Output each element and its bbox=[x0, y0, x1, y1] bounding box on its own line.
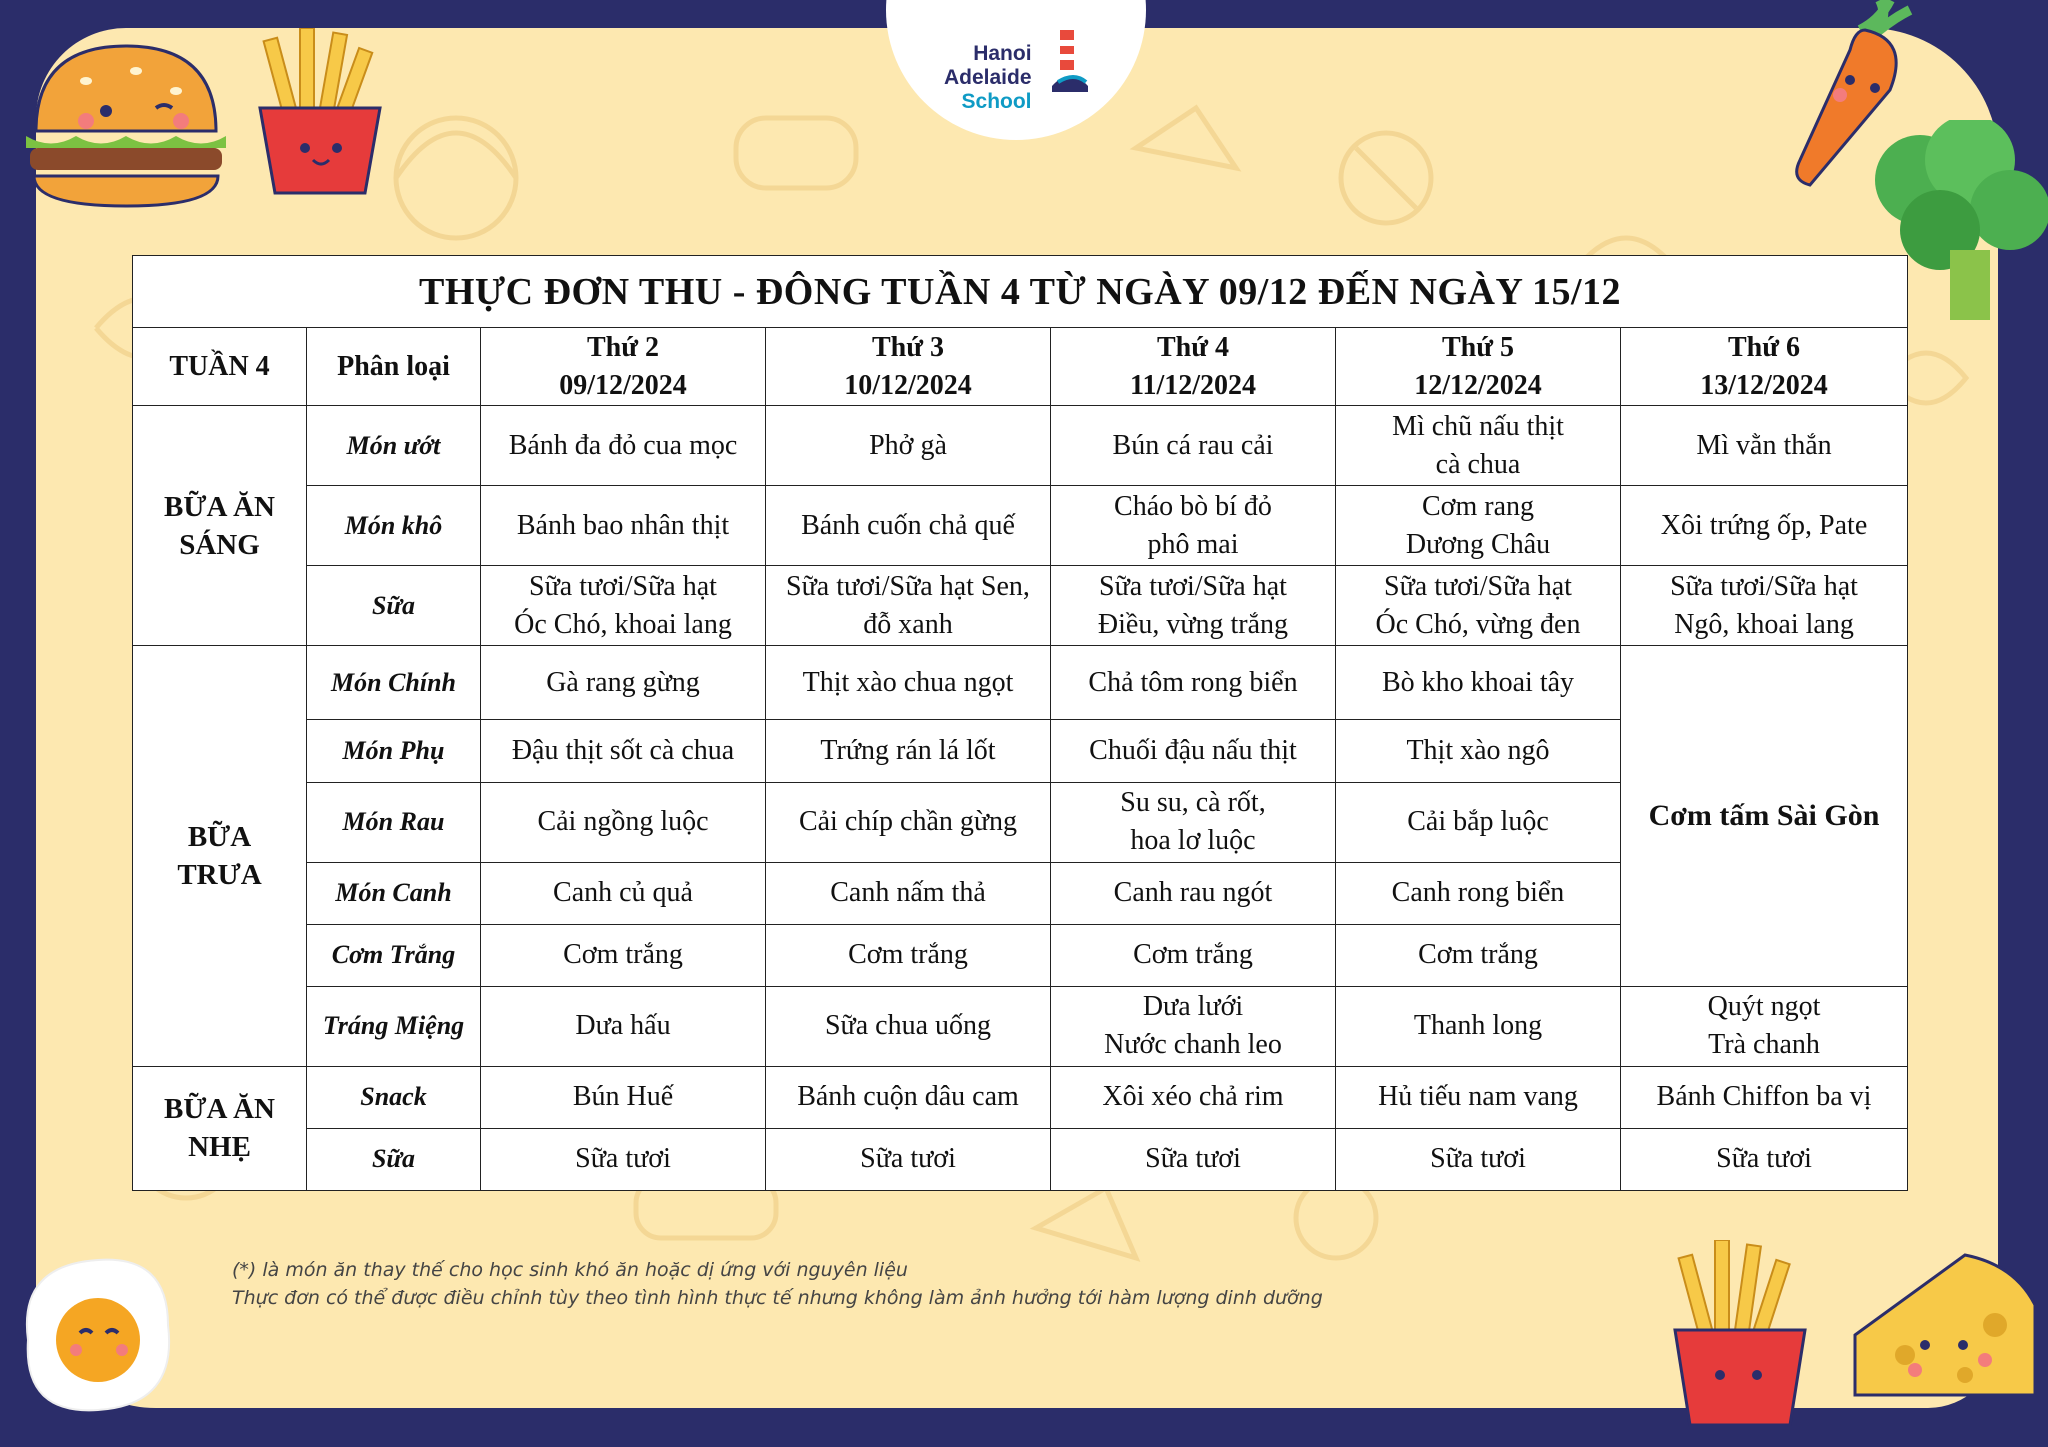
burger-icon bbox=[16, 36, 236, 216]
logo-line-2: Adelaide bbox=[944, 66, 1032, 89]
menu-cell: Chuối đậu nấu thịt bbox=[1051, 720, 1336, 782]
fries-icon bbox=[245, 28, 395, 198]
menu-cell: Canh rau ngót bbox=[1051, 862, 1336, 924]
group-label-breakfast bbox=[133, 406, 307, 646]
menu-cell: Dưa lưới Nước chanh leo bbox=[1051, 986, 1336, 1066]
egg-icon bbox=[18, 1255, 178, 1415]
menu-cell: Bánh Chiffon ba vị bbox=[1621, 1066, 1908, 1128]
table-row bbox=[133, 566, 1908, 646]
menu-cell: Xôi xéo chả rim bbox=[1051, 1066, 1336, 1128]
menu-cell: Sữa tươi bbox=[1621, 1128, 1908, 1190]
menu-cell: Bánh cuộn dâu cam bbox=[766, 1066, 1051, 1128]
menu-cell: Su su, cà rốt, hoa lơ luộc bbox=[1051, 782, 1336, 862]
category-cell: Món ướt bbox=[307, 406, 481, 486]
menu-cell: Sữa tươi/Sữa hạt Óc Chó, khoai lang bbox=[481, 566, 766, 646]
header-row bbox=[133, 328, 1908, 406]
menu-cell: Gà rang gừng bbox=[481, 646, 766, 720]
category-cell: Sữa bbox=[307, 1128, 481, 1190]
day-date: 10/12/2024 bbox=[844, 369, 972, 401]
menu-cell: Mì chũ nấu thịt cà chua bbox=[1336, 406, 1621, 486]
menu-cell: Sữa chua uống bbox=[766, 986, 1051, 1066]
category-cell: Tráng Miệng bbox=[307, 986, 481, 1066]
menu-table bbox=[132, 255, 1908, 1191]
menu-cell: Cơm trắng bbox=[766, 924, 1051, 986]
table-row bbox=[133, 1128, 1908, 1190]
menu-cell: Thịt xào ngô bbox=[1336, 720, 1621, 782]
school-logo bbox=[944, 42, 1032, 114]
day-name: Thứ 6 bbox=[1727, 331, 1801, 363]
menu-cell: Cải ngồng luộc bbox=[481, 782, 766, 862]
category-cell: Món khô bbox=[307, 486, 481, 566]
menu-cell: Chả tôm rong biển bbox=[1051, 646, 1336, 720]
menu-cell: Cơm trắng bbox=[1051, 924, 1336, 986]
category-header: Phân loại bbox=[307, 328, 481, 406]
menu-cell: Bánh cuốn chả quế bbox=[766, 486, 1051, 566]
table-row bbox=[133, 986, 1908, 1066]
menu-cell: Cháo bò bí đỏ phô mai bbox=[1051, 486, 1336, 566]
menu-cell: Bún cá rau cải bbox=[1051, 406, 1336, 486]
footnote-line-1: (*) là món ăn thay thế cho học sinh khó ăn hoặc dị ứng với nguyên liệu bbox=[232, 1259, 908, 1281]
day-header-tue bbox=[766, 328, 1051, 406]
fries-icon bbox=[1665, 1240, 1815, 1430]
menu-cell: Sữa tươi/Sữa hạt Ngô, khoai lang bbox=[1621, 566, 1908, 646]
group-label-line: NHẸ bbox=[188, 1131, 251, 1164]
menu-cell: Quýt ngọt Trà chanh bbox=[1621, 986, 1908, 1066]
group-label-snack bbox=[133, 1066, 307, 1190]
category-cell: Sữa bbox=[307, 566, 481, 646]
menu-cell: Sữa tươi bbox=[481, 1128, 766, 1190]
menu-cell: Bò kho khoai tây bbox=[1336, 646, 1621, 720]
footnote-line-2: Thực đơn có thể được điều chỉnh tùy theo tình hình thực tế nhưng không làm ảnh hưởng tới hàm lượng dinh dưỡng bbox=[232, 1287, 1323, 1309]
menu-cell: Sữa tươi bbox=[766, 1128, 1051, 1190]
group-label-line: TRƯA bbox=[177, 859, 262, 892]
logo-line-3: School bbox=[961, 90, 1032, 113]
school-logo-mark bbox=[1050, 26, 1090, 98]
footnote bbox=[232, 1256, 1323, 1312]
menu-cell: Cải bắp luộc bbox=[1336, 782, 1621, 862]
menu-cell: Bún Huế bbox=[481, 1066, 766, 1128]
menu-cell: Trứng rán lá lốt bbox=[766, 720, 1051, 782]
menu-cell: Thịt xào chua ngọt bbox=[766, 646, 1051, 720]
category-cell: Món Phụ bbox=[307, 720, 481, 782]
week-label: TUẦN 4 bbox=[133, 328, 307, 406]
menu-cell: Dưa hấu bbox=[481, 986, 766, 1066]
title-row bbox=[133, 256, 1908, 328]
menu-cell: Canh rong biển bbox=[1336, 862, 1621, 924]
menu-cell: Bánh đa đỏ cua mọc bbox=[481, 406, 766, 486]
day-header-thu bbox=[1336, 328, 1621, 406]
day-name: Thứ 5 bbox=[1441, 331, 1515, 363]
day-date: 09/12/2024 bbox=[559, 369, 687, 401]
group-label-line: SÁNG bbox=[179, 528, 260, 561]
menu-title: THỰC ĐƠN THU - ĐÔNG TUẦN 4 TỪ NGÀY 09/12 ĐẾN NGÀY 15/12 bbox=[133, 256, 1908, 328]
menu-cell: Hủ tiếu nam vang bbox=[1336, 1066, 1621, 1128]
menu-cell: Thanh long bbox=[1336, 986, 1621, 1066]
day-name: Thứ 3 bbox=[871, 331, 945, 363]
menu-cell: Sữa tươi/Sữa hạt Điều, vừng trắng bbox=[1051, 566, 1336, 646]
menu-cell: Bánh bao nhân thịt bbox=[481, 486, 766, 566]
day-header-wed bbox=[1051, 328, 1336, 406]
day-name: Thứ 4 bbox=[1156, 331, 1230, 363]
category-cell: Món Canh bbox=[307, 862, 481, 924]
category-cell: Món Rau bbox=[307, 782, 481, 862]
menu-cell: Canh nấm thả bbox=[766, 862, 1051, 924]
day-date: 13/12/2024 bbox=[1700, 369, 1828, 401]
menu-cell: Sữa tươi bbox=[1051, 1128, 1336, 1190]
friday-lunch-combined: Cơm tấm Sài Gòn bbox=[1621, 646, 1908, 986]
day-header-mon bbox=[481, 328, 766, 406]
table-row bbox=[133, 1066, 1908, 1128]
cheese-icon bbox=[1845, 1245, 2045, 1415]
menu-cell: Sữa tươi/Sữa hạt Sen, đỗ xanh bbox=[766, 566, 1051, 646]
day-date: 12/12/2024 bbox=[1414, 369, 1542, 401]
table-row bbox=[133, 406, 1908, 486]
menu-cell: Cơm trắng bbox=[1336, 924, 1621, 986]
menu-cell: Xôi trứng ốp, Pate bbox=[1621, 486, 1908, 566]
menu-cell: Cơm trắng bbox=[481, 924, 766, 986]
menu-cell: Sữa tươi/Sữa hạt Óc Chó, vừng đen bbox=[1336, 566, 1621, 646]
category-cell: Snack bbox=[307, 1066, 481, 1128]
menu-table-container bbox=[132, 255, 1907, 1191]
menu-cell: Phở gà bbox=[766, 406, 1051, 486]
logo-line-1: Hanoi bbox=[973, 42, 1032, 65]
category-cell: Cơm Trắng bbox=[307, 924, 481, 986]
group-label-lunch bbox=[133, 646, 307, 1066]
menu-cell: Đậu thịt sốt cà chua bbox=[481, 720, 766, 782]
group-label-line: BỮA bbox=[187, 821, 252, 854]
group-label-line: BỮA ĂN bbox=[164, 490, 275, 523]
menu-cell: Canh củ quả bbox=[481, 862, 766, 924]
day-header-fri bbox=[1621, 328, 1908, 406]
day-name: Thứ 2 bbox=[586, 331, 660, 363]
menu-cell: Cơm rang Dương Châu bbox=[1336, 486, 1621, 566]
menu-cell: Sữa tươi bbox=[1336, 1128, 1621, 1190]
group-label-line: BỮA ĂN bbox=[164, 1093, 275, 1126]
menu-cell: Mì vằn thắn bbox=[1621, 406, 1908, 486]
category-cell: Món Chính bbox=[307, 646, 481, 720]
table-row bbox=[133, 646, 1908, 720]
day-date: 11/12/2024 bbox=[1129, 369, 1256, 401]
menu-cell: Cải chíp chần gừng bbox=[766, 782, 1051, 862]
table-row bbox=[133, 486, 1908, 566]
